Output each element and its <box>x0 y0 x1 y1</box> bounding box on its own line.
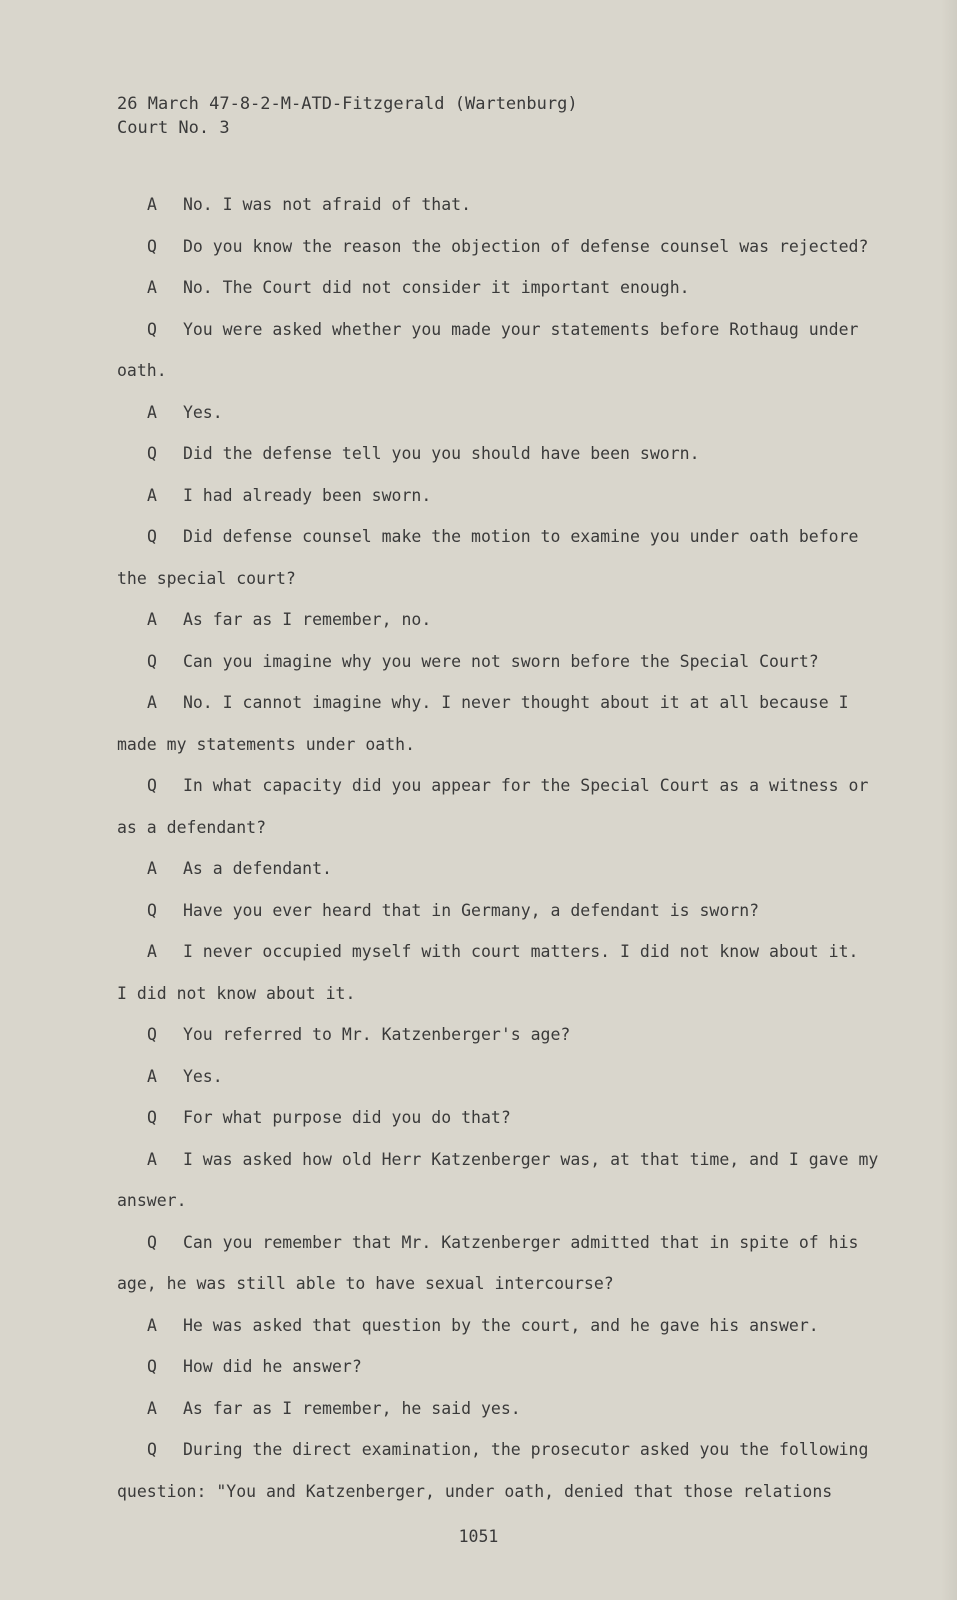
line-text: You referred to Mr. Katzenberger's age? <box>182 1025 571 1044</box>
line-text: Yes. <box>182 1066 223 1086</box>
transcript-line <box>117 444 897 486</box>
speaker-label: Q <box>147 527 157 546</box>
line-text: How did he answer? <box>182 1357 362 1376</box>
transcript-line <box>117 1482 897 1524</box>
transcript-line <box>117 652 897 694</box>
transcript-line <box>117 1233 897 1275</box>
line-text: For what purpose did you do that? <box>182 1108 511 1127</box>
line-text: Have you ever heard that in Germany, a defendant is sworn? <box>182 900 760 920</box>
speaker-label: A <box>147 485 157 505</box>
line-text: as a defendant? <box>117 817 267 837</box>
transcript-line <box>117 776 897 818</box>
line-text: Can you remember that Mr. Katzenberger admitted that in spite of his <box>182 1232 859 1252</box>
transcript-line <box>117 1357 897 1399</box>
line-text: As far as I remember, no. <box>182 610 432 629</box>
transcript-line <box>117 278 897 320</box>
line-text: made my statements under oath. <box>117 734 416 754</box>
line-text: Did the defense tell you you should have been sworn. <box>182 444 700 463</box>
speaker-label: A <box>147 859 157 878</box>
speaker-label: A <box>147 1149 157 1169</box>
line-text: I was asked how old Herr Katzenberger was, at that time, and I gave my <box>182 1149 879 1169</box>
speaker-label: A <box>147 1315 157 1335</box>
speaker-label: Q <box>147 1232 157 1252</box>
line-text: No. I was not afraid of that. <box>182 195 472 214</box>
line-text: age, he was still able to have sexual intercourse? <box>117 1274 614 1293</box>
speaker-label: Q <box>147 776 157 795</box>
line-text: During the direct examination, the prosecutor asked you the following <box>182 1440 869 1459</box>
line-text: As a defendant. <box>182 859 332 878</box>
transcript-line <box>117 237 897 279</box>
transcript-line <box>117 735 897 777</box>
speaker-label: Q <box>147 319 157 339</box>
line-text: Did defense counsel make the motion to examine you under oath before <box>182 527 859 546</box>
line-text: As far as I remember, he said yes. <box>182 1398 521 1418</box>
line-text: question: "You and Katzenberger, under oath, denied that those relations <box>117 1481 833 1501</box>
speaker-label: A <box>147 195 157 214</box>
line-text: Do you know the reason the objection of defense counsel was rejected? <box>182 236 869 256</box>
transcript-line <box>117 1399 897 1441</box>
header-line-1: 26 March 47-8-2-M-ATD-Fitzgerald (Wartenburg) <box>117 94 578 114</box>
line-text: I had already been sworn. <box>182 485 432 505</box>
transcript-line <box>117 195 897 237</box>
transcript-line <box>117 486 897 528</box>
line-text: Yes. <box>182 402 223 422</box>
line-text: the special court? <box>117 568 296 588</box>
speaker-label: Q <box>147 236 157 256</box>
transcript-line <box>117 1025 897 1067</box>
transcript-line <box>117 320 897 362</box>
transcript-line <box>117 1150 897 1192</box>
document-header <box>117 92 578 140</box>
transcript-line <box>117 1440 897 1482</box>
speaker-label: A <box>147 693 157 712</box>
line-text: I never occupied myself with court matters. I did not know about it. <box>182 942 859 961</box>
transcript-line <box>117 1191 897 1233</box>
line-text: In what capacity did you appear for the Special Court as a witness or <box>182 776 869 795</box>
transcript-line <box>117 693 897 735</box>
speaker-label: Q <box>147 651 157 671</box>
line-text: answer. <box>117 1191 187 1210</box>
transcript-line <box>117 942 897 984</box>
page-number: 1051 <box>458 1527 499 1546</box>
line-text: No. I cannot imagine why. I never thought about it at all because I <box>182 693 849 712</box>
speaker-label: Q <box>147 1440 157 1459</box>
speaker-label: A <box>147 942 157 961</box>
speaker-label: Q <box>147 900 157 920</box>
transcript-line <box>117 361 897 403</box>
transcript-line <box>117 403 897 445</box>
speaker-label: Q <box>147 1357 157 1376</box>
line-text: You were asked whether you made your statements before Rothaug under <box>182 319 859 339</box>
transcript-line <box>117 984 897 1026</box>
line-text: I did not know about it. <box>117 983 356 1003</box>
transcript-line <box>117 1108 897 1150</box>
page-edge <box>941 0 957 1600</box>
speaker-label: A <box>147 402 157 422</box>
speaker-label: A <box>147 278 157 297</box>
speaker-label: Q <box>147 1025 157 1044</box>
line-text: No. The Court did not consider it important enough. <box>182 278 690 297</box>
header-line-2: Court No. 3 <box>117 118 230 138</box>
speaker-label: A <box>147 1066 157 1086</box>
transcript-line <box>117 1067 897 1109</box>
transcript-line <box>117 1274 897 1316</box>
line-text: oath. <box>117 361 167 380</box>
transcript-line <box>117 818 897 860</box>
transcript-line <box>117 1316 897 1358</box>
line-text: He was asked that question by the court, and he gave his answer. <box>182 1315 819 1335</box>
speaker-label: Q <box>147 444 157 463</box>
speaker-label: A <box>147 1398 157 1418</box>
speaker-label: A <box>147 610 157 629</box>
transcript-line <box>117 901 897 943</box>
transcript-body <box>117 195 897 1523</box>
transcript-line <box>117 569 897 611</box>
transcript-line <box>117 527 897 569</box>
transcript-line <box>117 859 897 901</box>
transcript-line <box>117 610 897 652</box>
speaker-label: Q <box>147 1108 157 1127</box>
line-text: Can you imagine why you were not sworn before the Special Court? <box>182 651 819 671</box>
